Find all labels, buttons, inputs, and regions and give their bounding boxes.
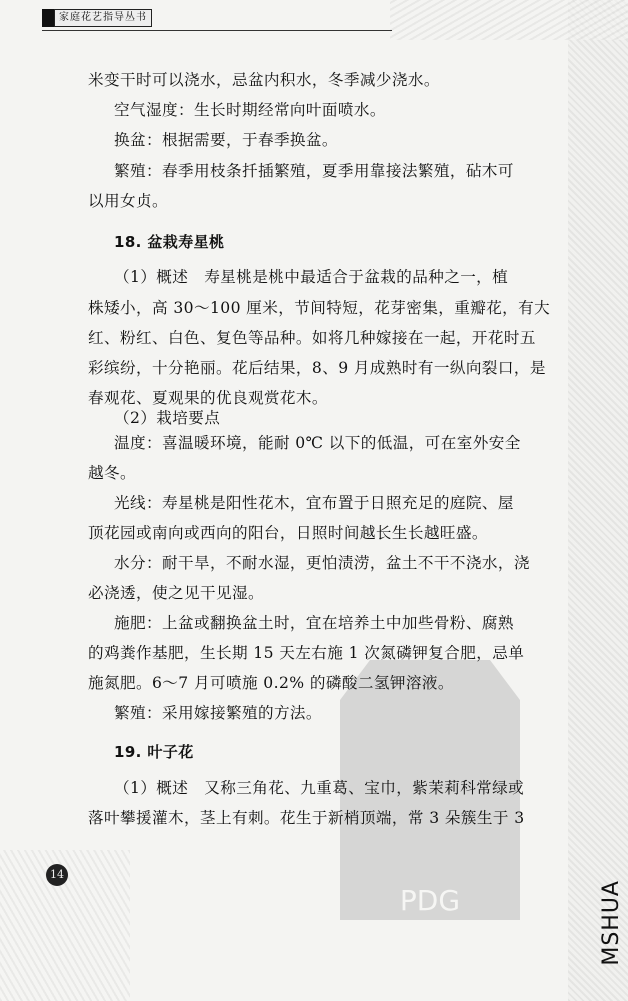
body-line: 施氮肥。6～7 月可喷施 0.2% 的磷酸二氢钾溶液。 [88,674,454,692]
body-line: 施肥：上盆或翻换盆土时，宜在培养土中加些骨粉、腐熟 [114,614,514,632]
body-line: 繁殖：春季用枝条扦插繁殖，夏季用靠接法繁殖，砧木可 [114,162,514,180]
series-title: 家庭花艺指导丛书 [54,9,152,27]
body-line: 水分：耐干旱，不耐水湿，更怕渍涝，盆土不干不浇水，浇 [114,554,530,572]
scan-noise-right [568,0,628,1001]
body-line: 换盆：根据需要，于春季换盆。 [114,131,338,149]
running-header [42,8,152,28]
body-line: 落叶攀援灌木，茎上有刺。花生于新梢顶端，常 3 朵簇生于 3 [88,809,525,827]
subheading: （2）栽培要点 [114,409,221,427]
body-line: 越冬。 [88,464,136,482]
body-line: 空气湿度：生长时期经常向叶面喷水。 [114,101,386,119]
section-heading-18: 18. 盆栽寿星桃 [114,233,225,251]
header-block-icon [42,9,54,27]
svg-text:PDG: PDG [399,884,461,917]
page-number: 14 [46,864,68,886]
body-line: （1）概述 又称三角花、九重葛、宝巾，紫茉莉科常绿或 [114,779,525,797]
section-heading-19: 19. 叶子花 [114,743,194,761]
body-line: 繁殖：采用嫁接繁殖的方法。 [114,704,322,722]
scan-noise-top [390,0,628,40]
body-line: （1）概述 寿星桃是桃中最适合于盆栽的品种之一，植 [114,268,509,286]
body-line: 彩缤纷，十分艳丽。花后结果，8、9 月成熟时有一纵向裂口，是 [88,359,546,377]
body-line: 株矮小，高 30～100 厘米，节间特短，花芽密集，重瓣花，有大 [88,299,551,317]
body-line: 顶花园或南向或西向的阳台，日照时间越长生长越旺盛。 [88,524,488,542]
body-line: 红、粉红、白色、复色等品种。如将几种嫁接在一起，开花时五 [88,329,536,347]
header-rule [42,30,392,31]
body-line: 必浇透，使之见干见湿。 [88,584,264,602]
body-line: 光线：寿星桃是阳性花木，宜布置于日照充足的庭院、屋 [114,494,514,512]
body-line: 温度：喜温暖环境，能耐 0℃ 以下的低温，可在室外安全 [114,434,521,452]
side-watermark: MSHUA [599,880,624,966]
body-line: 以用女贞。 [88,192,168,210]
body-line: 米变干时可以浇水，忌盆内积水，冬季减少浇水。 [88,71,440,89]
body-line: 春观花、夏观果的优良观赏花木。 [88,389,328,407]
body-line: 的鸡粪作基肥，生长期 15 天左右施 1 次氮磷钾复合肥，忌单 [88,644,525,662]
